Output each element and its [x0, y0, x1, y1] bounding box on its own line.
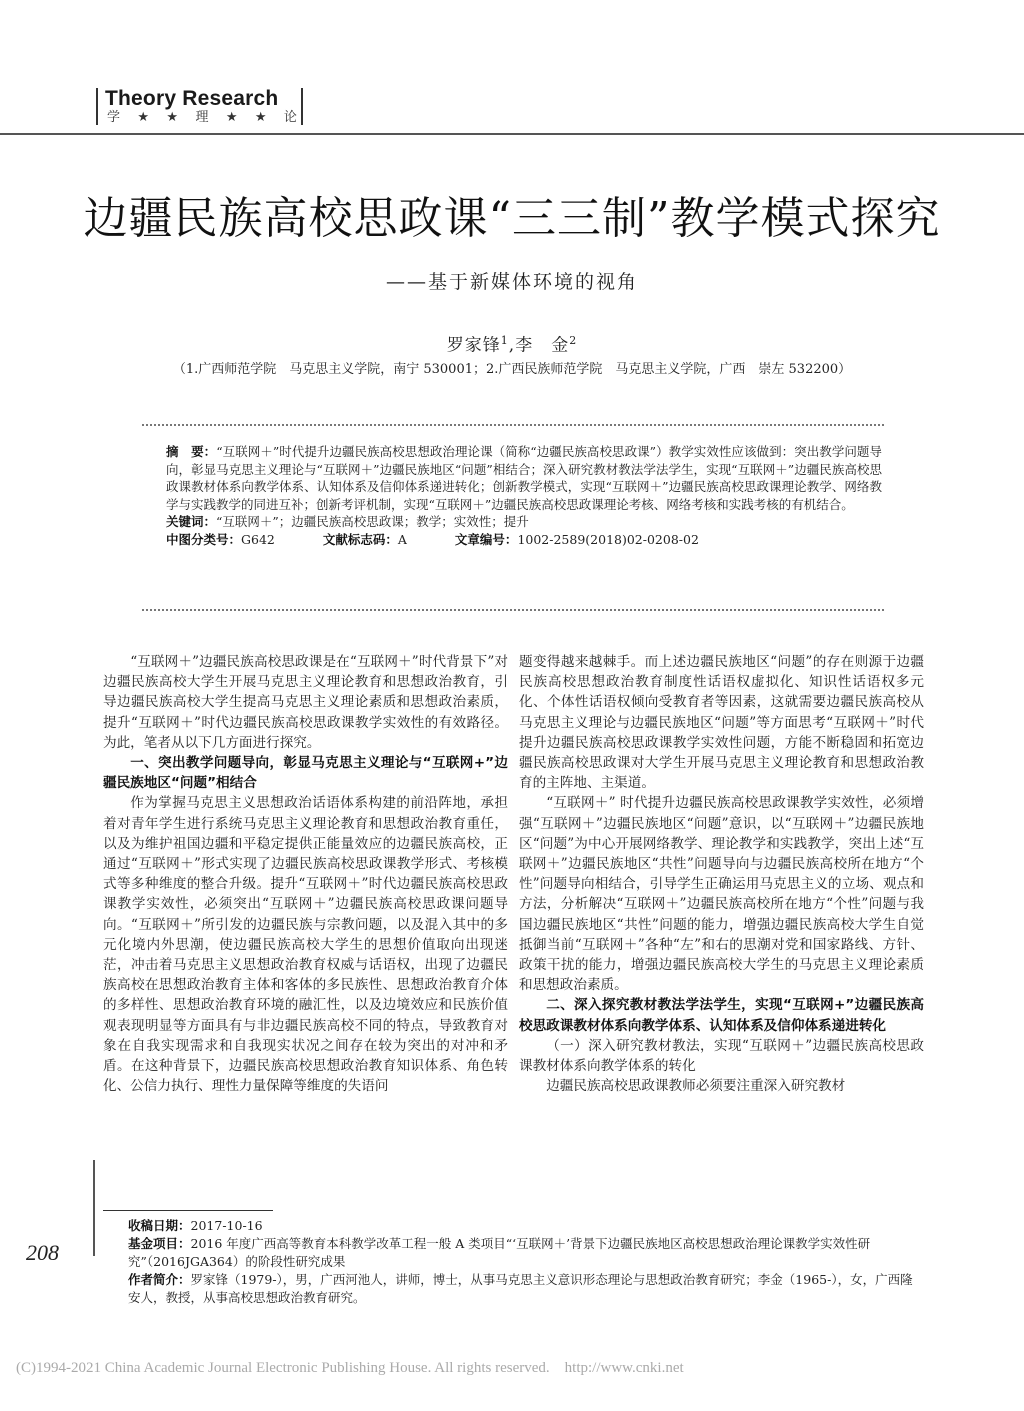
header-right-bar: [301, 88, 303, 125]
article-title: 边疆民族高校思政课“三三制”教学模式探究: [83, 193, 941, 244]
document-code-label: 文献标志码：: [322, 531, 398, 547]
paragraph: 边疆民族高校思政课教师必须要注重深入研究教材: [546, 1078, 846, 1095]
journal-header: [96, 88, 303, 125]
journal-name-zh: [105, 110, 297, 125]
abstract-label: 摘 要：: [166, 444, 217, 459]
star-icon: ★: [166, 110, 179, 125]
article-number-value: 1002-2589(2018)02-0208-02: [517, 531, 699, 547]
abstract: [166, 443, 882, 513]
paragraph: “互联网＋” 时代提升边疆民族高校思政课教学实效性，必须增强“互联网＋”边疆民族地区“问题”意识，以“互联网＋”边疆民族地区“问题”为中心开展网络教学、理论教学和实践教学，突出上述“互联网＋”边疆民族地区“共性”问题导向与边疆民族高校所在地方“个性”问题导向相结合，引导学生正确运用马克思主义的立场、观点和方法，分析解决“互联网＋”边疆民族高校所在地方“个性”问题与我国边疆民族地区“共性”问题的能力，增强边疆民族高校大学生自觉抵御当前“互联网＋”各种“左”和右的思潮对党和国家路线、方针、政策干扰的能力，增强边疆民族高校大学生的马克思主义理论素质和思想政治素质。: [519, 795, 924, 994]
received-date-label: 收稿日期：: [128, 1218, 191, 1233]
fund-project-label: 基金项目：: [128, 1236, 191, 1251]
classification-line: [166, 531, 882, 549]
page-number: 208: [26, 1240, 59, 1265]
author-affiliation-mark: 2: [569, 334, 578, 347]
subsection-heading: （一）深入研究教材教法，实现“互联网＋”边疆民族高校思政课教材体系向教学体系的转化: [519, 1037, 924, 1075]
journal-char: 论: [283, 110, 297, 125]
paragraph: 作为掌握马克思主义思想政治话语体系构建的前沿阵地，承担着对青年学生进行系统马克思主义理论教育和思想政治教育重任，以及为维护祖国边疆和平稳定提供正能量效应的边疆民族高校，正通过“互联网＋”形式实现了边疆民族高校思政课教学形式、考核模式等多种维度的整合升级。提升“互联网＋”时代边疆民族高校思政课教学实效性，必须突出“互联网＋”边疆民族高校思政课问题导向。“互联网＋”所引发的边疆民族与宗教问题，以及混入其中的多元化境内外思潮，使边疆民族高校大学生的思想价值取向出现迷茫，冲击着马克思主义思想政治教育权威与话语权，出现了边疆民族高校在思想政治教育主体和客体的多民族性、思想政治教育介体的多样性、思想政治教育环境的融汇性，以及边境效应和民族价值观表现明显等方面具有与非边疆民族高校不同的特点，导致教育对象在自我实现需求和自我现实状况之间存在较为突出的对冲和矛盾。在这种背景下，边疆民族高校思想政治教育知识体系、角色转化、公信力执行、理性力量保障等维度的失语问: [103, 795, 508, 1095]
author-bio: [128, 1271, 918, 1307]
paragraph: 题变得越来越棘手。而上述边疆民族地区“问题”的存在则源于边疆民族高校思想政治教育制度性话语权虚拟化、知识性话语权多元化、个体性话语权倾向受教育者等因素，这就需要边疆民族高校从马克思主义理论与边疆民族地区“问题”等方面思考“互联网＋”时代提升边疆民族高校思政课教学实效性问题，方能不断稳固和拓宽边疆民族高校思政课对大学生开展马克思主义理论教育和思想政治教育的主阵地、主渠道。: [519, 654, 924, 792]
author-list: [0, 330, 1024, 357]
abstract-block: [166, 443, 882, 549]
header-rule: [0, 133, 1024, 135]
article-number-label: 文章编号：: [454, 531, 518, 547]
page-margin-bar: [93, 1160, 95, 1256]
section-heading: 一、突出教学问题导向，彰显马克思主义理论与“互联网+”边疆民族地区“问题”相结合: [103, 755, 508, 792]
abstract-bottom-rule: [142, 609, 884, 611]
abstract-text: “互联网＋”时代提升边疆民族高校思想政治理论课（简称“边疆民族高校思政课”）教学实效性应该做到：突出教学问题导向，彰显马克思主义理论与“互联网＋”边疆民族地区“问题”相结合；深入研究教材教法学法学生，实现“互联网＋”边疆民族高校思政课教材体系向教学体系、认知体系及信仰体系递进转化；创新教学模式，实现“互联网＋”边疆民族高校思政课理论教学、网络教学与实践教学的同进互补；创新考评机制，实现“互联网＋”边疆民族高校思政课理论考核、网络考核和实践考核的有机结合。: [166, 444, 882, 512]
author-affiliation-mark: 1: [500, 334, 509, 347]
author-name: 李 金: [515, 335, 570, 356]
received-date: [128, 1217, 918, 1235]
clc-number: [166, 531, 275, 549]
keywords-text: “互联网＋”；边疆民族高校思政课；教学；实效性；提升: [216, 514, 529, 530]
copyright-notice: (C)1994-2021 China Academic Journal Electronic Publishing House. All rights reserved. http://www.cnki.net: [16, 1360, 684, 1376]
author-name: 罗家锋: [446, 335, 501, 356]
journal-char: 理: [195, 110, 209, 125]
document-code-value: A: [397, 531, 407, 547]
body-column-left: [103, 652, 508, 1096]
section-heading: 二、深入探究教材教法学法学生，实现“互联网+”边疆民族高校思政课教材体系向教学体系、认知体系及信仰体系递进转化: [519, 997, 924, 1034]
keywords: [166, 513, 882, 531]
author-separator: ,: [508, 335, 516, 356]
clc-value: G642: [241, 531, 275, 547]
article-subtitle: ——基于新媒体环境的视角: [385, 271, 638, 293]
journal-name-en: Theory Research: [105, 87, 279, 110]
star-icon: ★: [137, 110, 150, 125]
star-icon: ★: [225, 110, 238, 125]
fund-project-value: 2016 年度广西高等教育本科教学改革工程一般 A 类项目“‘互联网＋’背景下边疆民族地区高校思想政治理论课教学实效性研究”（2016JGA364）的阶段性研究成果: [128, 1236, 871, 1269]
received-date-value: 2017-10-16: [190, 1218, 263, 1233]
abstract-top-rule: [142, 424, 884, 426]
keywords-label: 关键词：: [166, 514, 217, 530]
journal-char: 学: [107, 110, 121, 125]
fund-project: [128, 1235, 918, 1271]
footnote: [128, 1217, 918, 1307]
article-number: [455, 531, 699, 549]
clc-label: 中图分类号：: [166, 531, 242, 547]
document-code: [323, 531, 407, 549]
author-bio-label: 作者简介：: [128, 1272, 191, 1287]
author-bio-value: 罗家锋（1979-），男，广西河池人，讲师，博士，从事马克思主义意识形态理论与思想政治教育研究；李金（1965-），女，广西隆安人，教授，从事高校思想政治教育研究。: [128, 1272, 913, 1305]
footnote-rule: [103, 1210, 273, 1211]
body-column-right: [519, 652, 924, 1096]
affiliations: （1.广西师范学院 马克思主义学院，南宁 530001；2.广西民族师范学院 马克思主义学院，广西 崇左 532200）: [172, 362, 852, 377]
star-icon: ★: [254, 110, 267, 125]
paragraph: “互联网＋”边疆民族高校思政课是在“互联网＋”时代背景下”对边疆民族高校大学生开展马克思主义理论教育和思想政治教育，引导边疆民族高校大学生提高马克思主义理论素质和思想政治素质，提升“互联网＋”时代边疆民族高校思政课教学实效性的有效路径。为此，笔者从以下几方面进行探究。: [103, 654, 508, 751]
